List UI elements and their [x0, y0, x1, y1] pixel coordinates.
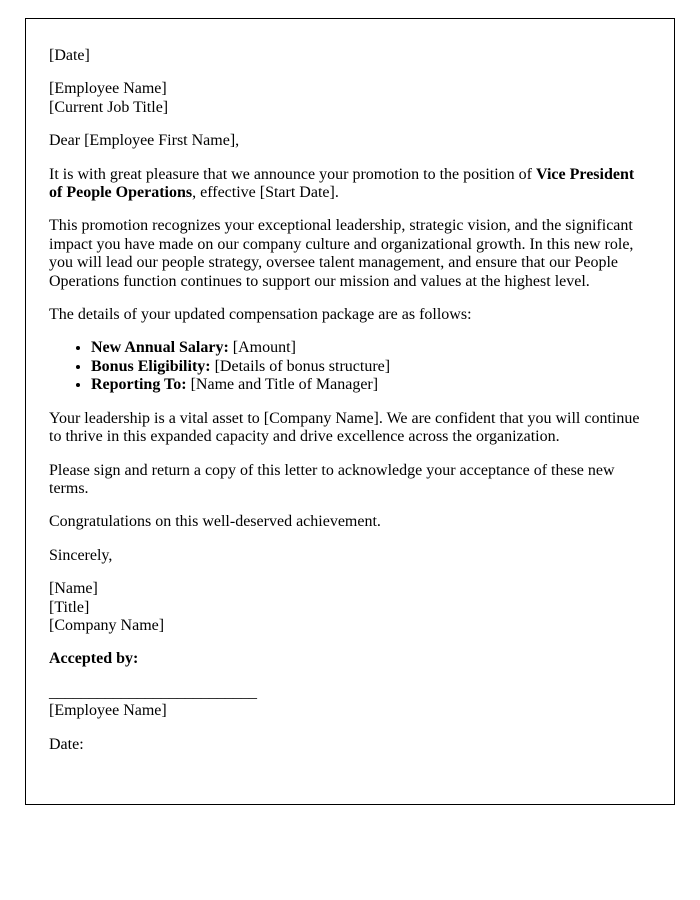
promotion-paragraph	[49, 166, 650, 203]
accepted-employee-name: [Employee Name]	[49, 702, 167, 720]
bullet-label: New Annual Salary:	[91, 339, 229, 357]
list-item-bonus	[91, 358, 650, 376]
signature-title: [Title]	[49, 598, 90, 616]
signature-name: [Name]	[49, 580, 98, 598]
promotion-position-title: Vice President of People Operations	[49, 165, 635, 202]
accepted-by-heading	[49, 650, 650, 668]
list-item-salary	[91, 339, 650, 357]
compensation-list	[49, 339, 650, 394]
recognition-paragraph: This promotion recognizes your exceptional leadership, strategic vision, and the significant impact you have made on our company culture and organizational growth. In this new role, you will lead our people strategy, oversee talent management, and ensure that our People Operations function continues to support our mission and values at the highest level.	[49, 217, 634, 290]
compensation-intro: The details of your updated compensation package are as follows:	[49, 306, 472, 324]
salutation: Dear [Employee First Name],	[49, 132, 240, 150]
signature-line: __________________________	[49, 683, 257, 701]
list-item-reporting	[91, 376, 650, 394]
recipient-job-title: [Current Job Title]	[49, 98, 169, 116]
acceptance-date-label: Date:	[49, 735, 84, 753]
sign-return-paragraph: Please sign and return a copy of this letter to acknowledge your acceptance of these new terms.	[49, 461, 615, 497]
bullet-value: [Details of bonus structure]	[210, 357, 391, 375]
closing: Sincerely,	[49, 546, 113, 564]
signature-company: [Company Name]	[49, 616, 165, 634]
accepted-by-label: Accepted by:	[49, 650, 139, 668]
bullet-label: Bonus Eligibility:	[91, 357, 211, 375]
recipient-block	[49, 80, 650, 117]
congratulations-paragraph: Congratulations on this well-deserved achievement.	[49, 513, 381, 531]
bullet-value: [Amount]	[228, 339, 296, 357]
date-placeholder: [Date]	[49, 47, 90, 64]
signature-block	[49, 580, 650, 635]
acceptance-signature-block	[49, 684, 650, 721]
letter-document	[25, 18, 675, 805]
recipient-name: [Employee Name]	[49, 80, 167, 98]
promotion-text-pre: It is with great pleasure that we announce your promotion to the position of	[49, 165, 536, 183]
bullet-value: [Name and Title of Manager]	[186, 376, 379, 394]
promotion-text-post: , effective [Start Date].	[192, 184, 339, 202]
leadership-paragraph: Your leadership is a vital asset to [Company Name]. We are confident that you will continue to thrive in this expanded capacity and drive excellence across the organization.	[49, 409, 640, 446]
bullet-label: Reporting To:	[91, 376, 187, 394]
